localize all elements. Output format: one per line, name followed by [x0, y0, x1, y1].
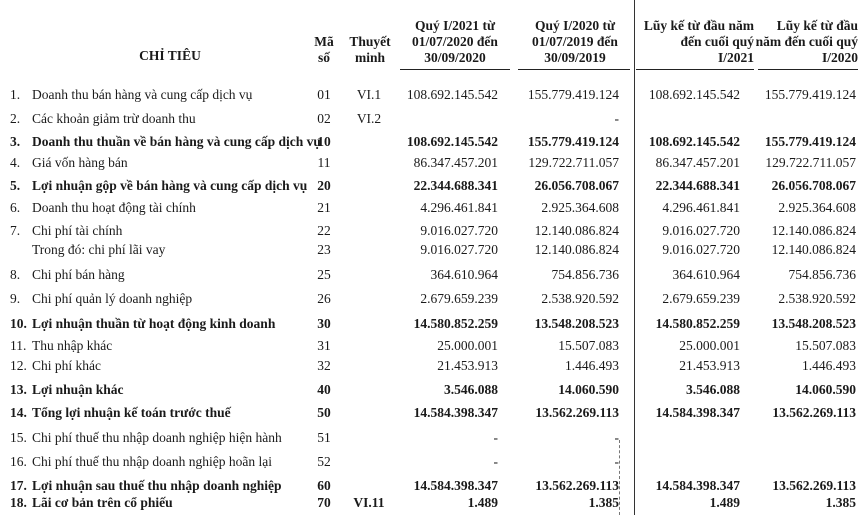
header-ytd-2020-line3: I/2020	[821, 50, 858, 65]
header-ytd-2020-line1: Lũy kế từ đầu	[776, 18, 858, 33]
value-ytd-2020: 26.056.708.067	[771, 178, 856, 193]
value-q1-2020: 2.925.364.608	[541, 200, 619, 215]
value-ytd-2020: 1.446.493	[802, 358, 856, 373]
value-ytd-2020: 15.507.083	[795, 338, 856, 353]
row-indicator: Các khoản giảm trừ doanh thu	[32, 111, 196, 126]
row-indicator: Lợi nhuận sau thuế thu nhập doanh nghiệp	[32, 478, 282, 493]
row-number: 2.	[10, 111, 21, 126]
header-ytd-2021-line2: đến cuối quý	[680, 34, 754, 49]
row-number: 15.	[10, 430, 27, 445]
row-note: VI.11	[353, 495, 385, 510]
row-code: 01	[317, 87, 331, 102]
value-q1-2021: 3.546.088	[444, 382, 498, 397]
row-number: 14.	[10, 405, 27, 420]
value-ytd-2020: 2.538.920.592	[778, 291, 856, 306]
row-number: 11.	[10, 338, 27, 353]
value-q1-2020: 155.779.419.124	[527, 134, 619, 149]
table-row	[0, 493, 864, 513]
value-q1-2021: 108.692.145.542	[406, 87, 498, 102]
value-ytd-2020: 129.722.711.057	[765, 155, 856, 170]
row-indicator: Trong đó: chi phí lãi vay	[32, 242, 166, 257]
table-row	[0, 265, 864, 285]
value-ytd-2021: 21.453.913	[679, 358, 740, 373]
value-ytd-2020: 13.562.269.113	[772, 478, 856, 493]
value-ytd-2021: 108.692.145.542	[648, 87, 740, 102]
row-indicator: Chi phí tài chính	[32, 223, 123, 238]
row-code: 23	[317, 242, 331, 257]
header-q1-2020-line3: 30/09/2019	[544, 50, 606, 65]
table-row	[0, 153, 864, 173]
row-number: 16.	[10, 454, 27, 469]
value-ytd-2020: 155.779.419.124	[764, 87, 856, 102]
header-ytd-2021-line3: I/2021	[717, 50, 754, 65]
row-code: 10	[317, 134, 331, 149]
value-ytd-2021: 2.679.659.239	[662, 291, 740, 306]
value-q1-2020: 12.140.086.824	[534, 223, 619, 238]
row-code: 25	[317, 267, 331, 282]
row-code: 20	[317, 178, 331, 193]
value-q1-2020: 13.562.269.113	[535, 405, 619, 420]
header-ytd-2021-line1: Lũy kế từ đầu năm	[643, 18, 754, 33]
header-underline-q1-2021	[400, 69, 510, 70]
value-ytd-2021: 14.584.398.347	[655, 478, 740, 493]
value-q1-2020: 155.779.419.124	[527, 87, 619, 102]
row-code: 60	[317, 478, 331, 493]
value-q1-2021: 2.679.659.239	[420, 291, 498, 306]
row-code: 22	[317, 223, 331, 238]
value-ytd-2021: 108.692.145.542	[648, 134, 740, 149]
value-q1-2020: 1.446.493	[565, 358, 619, 373]
table-row	[0, 176, 864, 196]
row-code: 30	[317, 316, 331, 331]
value-q1-2021: 4.296.461.841	[420, 200, 498, 215]
value-q1-2020: 12.140.086.824	[534, 242, 619, 257]
row-number: 13.	[10, 382, 27, 397]
header-underline-ytd-2020	[758, 69, 858, 70]
row-code: 40	[317, 382, 331, 397]
table-row	[0, 336, 864, 356]
value-q1-2021: 21.453.913	[437, 358, 498, 373]
row-code: 11	[317, 155, 331, 170]
value-q1-2021: 25.000.001	[437, 338, 498, 353]
header-q1-2021-line1: Quý I/2021 từ	[414, 18, 496, 33]
value-q1-2021: 1.489	[467, 495, 498, 510]
row-indicator: Doanh thu bán hàng và cung cấp dịch vụ	[32, 87, 253, 102]
header-ytd-2021	[638, 18, 754, 66]
table-row	[0, 240, 864, 260]
value-q1-2020: 13.548.208.523	[534, 316, 619, 331]
header-note	[343, 34, 397, 66]
table-row	[0, 289, 864, 309]
row-indicator: Chi phí quản lý doanh nghiệp	[32, 291, 193, 306]
value-ytd-2020: 14.060.590	[795, 382, 856, 397]
value-q1-2021: 22.344.688.341	[413, 178, 498, 193]
row-number: 12.	[10, 358, 27, 373]
row-code: 26	[317, 291, 331, 306]
header-ytd-2020-line2: năm đến cuối quý	[755, 34, 858, 49]
value-ytd-2020: 13.562.269.113	[772, 405, 856, 420]
row-note: VI.2	[356, 111, 382, 126]
header-q1-2021	[400, 18, 510, 66]
value-ytd-2021: 86.347.457.201	[655, 155, 740, 170]
table-row	[0, 403, 864, 423]
table-row	[0, 380, 864, 400]
value-q1-2021: 86.347.457.201	[413, 155, 498, 170]
value-q1-2020: 2.538.920.592	[541, 291, 619, 306]
table-row	[0, 85, 864, 105]
row-indicator: Chi phí thuế thu nhập doanh nghiệp hiện hành	[32, 430, 282, 445]
value-ytd-2020: 1.385	[825, 495, 856, 510]
header-ytd-2020	[752, 18, 858, 66]
value-ytd-2021: 25.000.001	[679, 338, 740, 353]
header-note-line2: minh	[354, 50, 385, 65]
row-number: 9.	[10, 291, 21, 306]
value-ytd-2021: 1.489	[709, 495, 740, 510]
row-code: 21	[317, 200, 331, 215]
row-indicator: Lợi nhuận khác	[32, 382, 124, 397]
value-q1-2020: 26.056.708.067	[534, 178, 619, 193]
value-ytd-2021: 9.016.027.720	[662, 223, 740, 238]
header-q1-2021-line2: 01/07/2020 đến	[412, 34, 498, 49]
value-ytd-2020: 2.925.364.608	[778, 200, 856, 215]
value-q1-2021: 364.610.964	[430, 267, 498, 282]
table-row	[0, 428, 864, 448]
header-q1-2020	[520, 18, 630, 66]
table-row	[0, 221, 864, 241]
header-indicator-text: CHỈ TIÊU	[139, 48, 201, 63]
value-ytd-2021: 22.344.688.341	[655, 178, 740, 193]
row-number: 10.	[10, 316, 27, 331]
table-row	[0, 452, 864, 472]
value-ytd-2021: 4.296.461.841	[662, 200, 740, 215]
header-note-line1: Thuyết	[349, 34, 391, 49]
value-ytd-2020: 12.140.086.824	[771, 223, 856, 238]
table-row	[0, 198, 864, 218]
value-q1-2021: -	[493, 454, 498, 469]
value-ytd-2021: 14.584.398.347	[655, 405, 740, 420]
value-q1-2020: 15.507.083	[558, 338, 619, 353]
row-code: 50	[317, 405, 331, 420]
row-number: 3.	[10, 134, 21, 149]
value-q1-2020: 14.060.590	[558, 382, 619, 397]
header-q1-2021-line3: 30/09/2020	[424, 50, 486, 65]
value-q1-2021: 14.584.398.347	[413, 405, 498, 420]
row-code: 52	[317, 454, 331, 469]
header-code-line2: số	[317, 50, 330, 65]
table-row	[0, 109, 864, 129]
row-code: 02	[317, 111, 331, 126]
row-number: 1.	[10, 87, 21, 102]
value-q1-2020: 129.722.711.057	[528, 155, 619, 170]
value-ytd-2021: 364.610.964	[672, 267, 740, 282]
row-indicator: Lợi nhuận gộp về bán hàng và cung cấp dịch vụ	[32, 178, 308, 193]
table-row	[0, 132, 864, 152]
value-q1-2021: 108.692.145.542	[406, 134, 498, 149]
row-indicator: Chi phí khác	[32, 358, 101, 373]
row-number: 7.	[10, 223, 21, 238]
value-q1-2020: -	[614, 454, 619, 469]
value-q1-2021: 9.016.027.720	[420, 242, 498, 257]
value-q1-2021: 14.584.398.347	[413, 478, 498, 493]
header-code-line1: Mã	[314, 34, 334, 49]
value-ytd-2021: 9.016.027.720	[662, 242, 740, 257]
value-ytd-2020: 754.856.736	[788, 267, 856, 282]
row-indicator: Giá vốn hàng bán	[32, 155, 128, 170]
row-code: 70	[317, 495, 331, 510]
header-q1-2020-line1: Quý I/2020 từ	[534, 18, 616, 33]
row-note: VI.1	[356, 87, 382, 102]
value-q1-2021: -	[493, 430, 498, 445]
row-number: 5.	[10, 178, 21, 193]
value-q1-2020: -	[614, 111, 619, 126]
row-indicator: Lãi cơ bản trên cổ phiếu	[32, 495, 173, 510]
value-ytd-2020: 12.140.086.824	[771, 242, 856, 257]
table-row	[0, 314, 864, 334]
value-ytd-2020: 13.548.208.523	[771, 316, 856, 331]
row-indicator: Chi phí bán hàng	[32, 267, 125, 282]
value-q1-2020: 754.856.736	[551, 267, 619, 282]
header-indicator	[90, 48, 250, 64]
header-code	[309, 34, 339, 66]
value-ytd-2021: 3.546.088	[686, 382, 740, 397]
row-number: 17.	[10, 478, 27, 493]
header-underline-q1-2020	[518, 69, 630, 70]
row-code: 32	[317, 358, 331, 373]
row-indicator: Doanh thu thuần về bán hàng và cung cấp dịch vụ	[32, 134, 321, 149]
row-number: 6.	[10, 200, 21, 215]
value-q1-2020: -	[614, 430, 619, 445]
row-number: 4.	[10, 155, 21, 170]
value-q1-2020: 1.385	[588, 495, 619, 510]
row-indicator: Doanh thu hoạt động tài chính	[32, 200, 196, 215]
header-q1-2020-line2: 01/07/2019 đến	[532, 34, 618, 49]
row-number: 18.	[10, 495, 27, 510]
value-q1-2021: 9.016.027.720	[420, 223, 498, 238]
value-ytd-2021: 14.580.852.259	[655, 316, 740, 331]
value-ytd-2020: 155.779.419.124	[764, 134, 856, 149]
value-q1-2021: 14.580.852.259	[413, 316, 498, 331]
row-code: 51	[317, 430, 331, 445]
table-row	[0, 356, 864, 376]
row-code: 31	[317, 338, 331, 353]
row-number: 8.	[10, 267, 21, 282]
row-indicator: Chi phí thuế thu nhập doanh nghiệp hoãn lại	[32, 454, 272, 469]
row-indicator: Tổng lợi nhuận kế toán trước thuế	[32, 405, 231, 420]
row-indicator: Thu nhập khác	[32, 338, 113, 353]
header-underline-ytd-2021	[636, 69, 754, 70]
value-q1-2020: 13.562.269.113	[535, 478, 619, 493]
row-indicator: Lợi nhuận thuần từ hoạt động kinh doanh	[32, 316, 276, 331]
